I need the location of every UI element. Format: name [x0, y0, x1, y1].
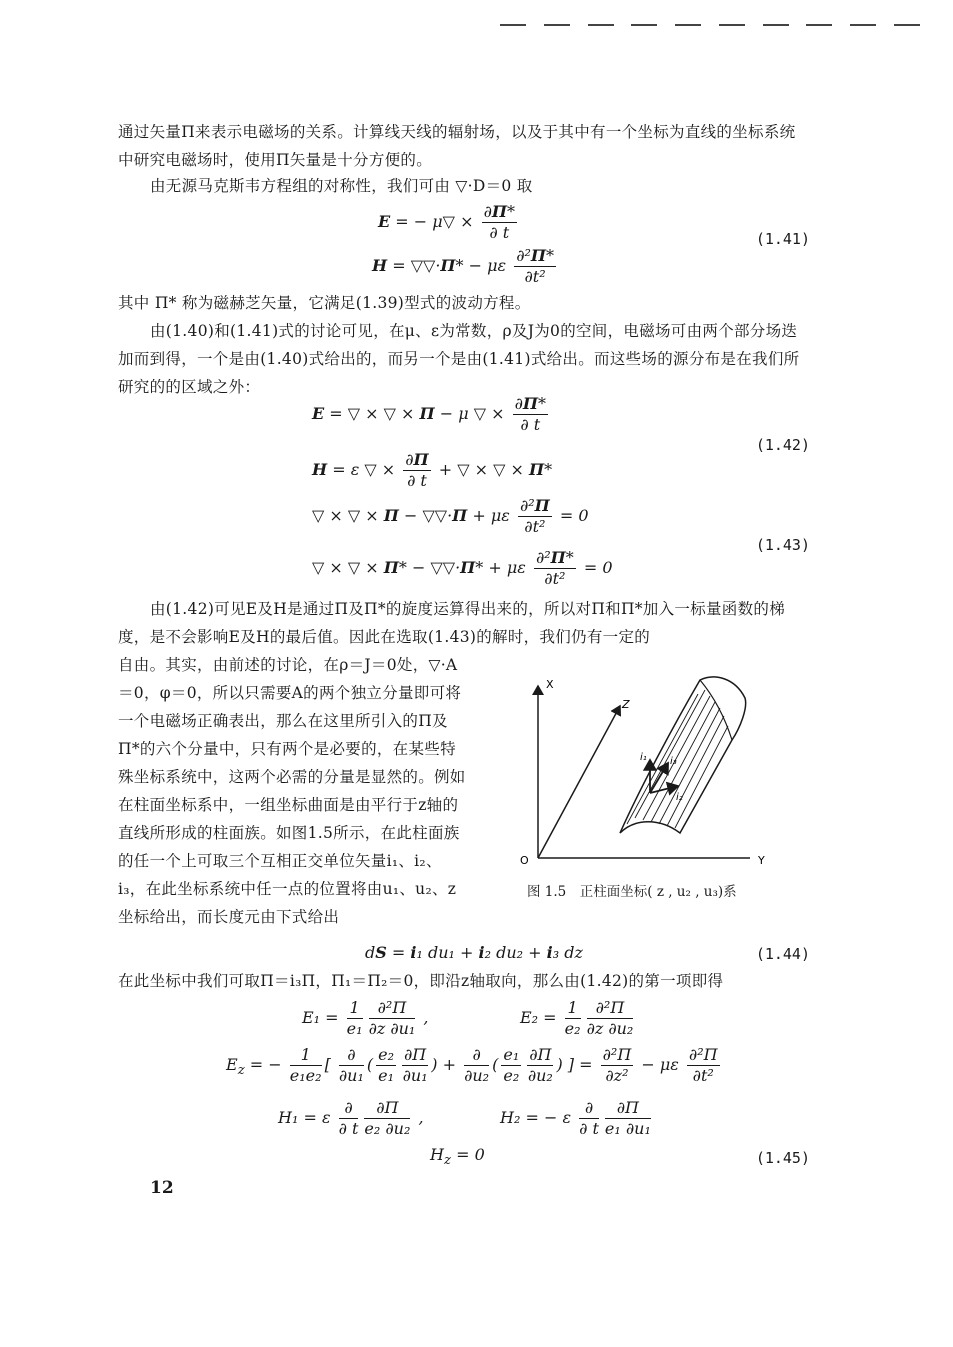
i3-label: i₃ [670, 756, 677, 767]
paragraph-3: 其中 Π* 称为磁赫芝矢量，它满足(1.39)型式的波动方程。 [118, 294, 531, 312]
header-dash-rule [500, 24, 920, 27]
page-number: 12 [150, 1178, 174, 1198]
equation-1-43-b: ▽ × ▽ × Π* − ▽▽·Π* + με $\frac{\text{∂²Π*}}{\text{∂t²}}$ = 0 [312, 548, 613, 588]
equation-1-41-E: E = − μ▽ × $\frac{\partial\Pi*}{\partial t}$ [378, 202, 515, 242]
i1-label: i₁ [640, 752, 647, 763]
paragraph-1: 通过矢量Π来表示电磁场的关系。计算线天线的辐射场，以及于其中有一个坐标为直线的坐标系统中研究电磁场时，使用Π矢量是十分方便的。 [118, 123, 796, 169]
equation-1-45-E1: E₁ = $\frac{1}{\text{e₁}}$ $\frac{\text{∂²Π}}{\text{∂z ∂u₁}}$ , [302, 998, 429, 1038]
equation-1-43-a: ▽ × ▽ × Π − ▽▽·Π + με $\frac{\text{∂²Π}}{\text{∂t²}}$ = 0 [312, 496, 589, 536]
paragraph-2: 由无源马克斯韦方程组的对称性，我们可由 ▽·D＝0 取 [150, 177, 533, 195]
equation-number-1-43: (1.43) [755, 536, 810, 554]
equation-1-44: dS = i₁ du₁ + i₂ du₂ + i₃ dz [365, 943, 583, 962]
paragraph-7: 在此坐标中我们可取Π＝i₃Π，Π₁＝Π₂＝0，即沿z轴取向，那么由(1.42)的第一项即得 [118, 972, 724, 990]
equation-1-41-H: H = ▽▽·Π* − με $\frac{\text{∂²Π*}}{\text{∂t²}}$ [372, 246, 554, 286]
equation-1-45-Hz: $H_z = 0$ [430, 1145, 485, 1169]
i2-label: i₂ [676, 792, 683, 803]
equation-1-45-H1: H₁ = ε $\frac{\partial}{\partial t}$ $\frac{\partial\Pi}{\text{e₂ ∂u₂}}$ , [278, 1098, 424, 1138]
x-axis-label: X [546, 678, 554, 691]
y-axis-label: Y [758, 854, 765, 867]
paragraph-4: 由(1.40)和(1.41)式的讨论可见，在μ、ε为常数，ρ及J为0的空间，电磁场可由两个部分场迭加而到得，一个是由(1.40)式给出的，而另一个是由(1.41)式给出。而这些场的源分布是在我们所研究的的区域之外： [118, 322, 800, 396]
paragraph-5: 由(1.42)可见E及H是通过Π及Π*的旋度运算得出来的，所以对Π和Π*加入一标量函数的梯度，是不会影响E及H的最后值。因此在选取(1.43)的解时，我们仍有一定的 [118, 600, 786, 646]
z-axis-line [538, 706, 620, 858]
equation-1-42-H: H = ε ▽ × $\frac{\partial\Pi}{\partial t}$ + ▽ × ▽ × Π* [312, 450, 553, 490]
equation-1-45-H2: H₂ = − ε $\frac{\partial}{\partial t}$ $\frac{\partial\Pi}{\text{e₁ ∂u₁}}$ [500, 1098, 651, 1138]
equation-1-42-E: E = ▽ × ▽ × Π − μ ▽ × $\frac{\partial\Pi*}{\partial t}$ [312, 394, 547, 434]
paragraph-6: 自由。其实，由前述的讨论，在ρ＝J＝0处，▽·A＝0，φ＝0，所以只需要A的两个独立分量即可将一个电磁场正确表出，那么在这里所引入的Π及Π*的六个分量中，只有两个是必要的，在某些特殊坐标系统中，这两个必需的分量是显然的。例如在柱面坐标系中，一组坐标曲面是由平行于z轴的直线所形成的柱面族。如图1.5所示，在此柱面族的任一个上可取三个互相正交单位矢量i₁、i₂、i₃，在此坐标系统中任一点的位置将由u₁、u₂、z坐标给出，而长度元由下式给出 [118, 656, 466, 926]
equation-number-1-45: (1.45) [755, 1149, 810, 1167]
z-axis-label: Z [622, 698, 630, 711]
equation-1-45-Ez: $E_z$ = − $\frac{1}{\text{e₁e₂}}$ [ $\frac{\partial}{\text{∂u₁}}$ ( $\frac{\text{e₂}}{\text{e₁}}$ $\frac{\partial\Pi}{\text{∂u₁}}$ ) + $\frac{\partial}{\text{∂u₂}}$ ( $\frac{\text{e₁}}{\text{e₂}}$ $\frac{\partial\Pi}{\text{∂u₂}}$ ) ] = $\frac{\text{∂²Π}}{\text{∂z²}}$ − με $\frac{\text{∂²Π}}{\text{∂t²}}$ [226, 1045, 718, 1085]
equation-number-1-41: (1.41) [755, 230, 810, 248]
equation-1-45-E2: E₂ = $\frac{1}{\text{e₂}}$ $\frac{\text{∂²Π}}{\text{∂z ∂u₂}}$ [520, 998, 634, 1038]
equation-number-1-42: (1.42) [755, 436, 810, 454]
figure-1-5 [510, 668, 800, 873]
origin-label: O [520, 854, 529, 867]
cylinder-surface [620, 677, 746, 833]
equation-number-1-44: (1.44) [755, 945, 810, 963]
figure-caption: 图 1.5 正柱面坐标( z , u₂ , u₃)系 [527, 884, 737, 900]
